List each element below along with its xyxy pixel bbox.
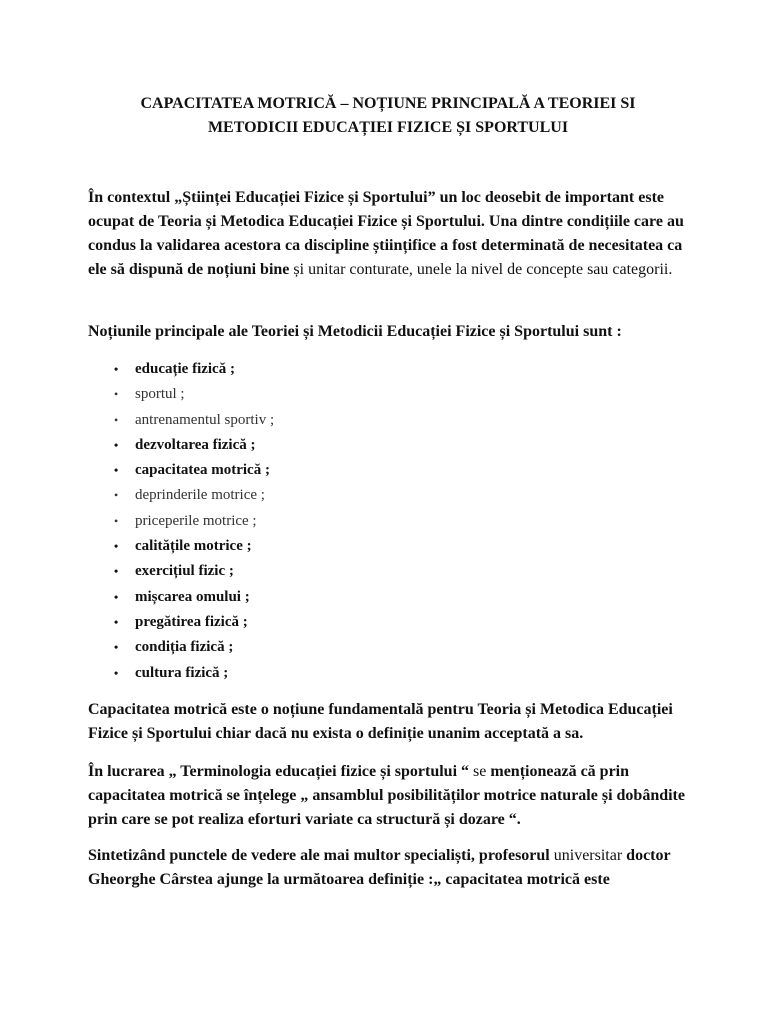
terminology-text-5: se înțelege „ ansamblul posibilităților motrice naturale și dobândite prin care se pot realiza eforturi variate ca structură și dozare “. [88,787,685,828]
list-item [88,661,274,686]
list-item-text: capacitatea motrică ; [135,462,270,479]
list-item-text: exercițiul fizic ; [135,563,234,580]
intro-bold-text: În contextul „Științei Educației Fizice și Sportului” un loc deosebit de important este ocupat de Teoria și Metodica Educației Fizice și Sportului. Una dintre condițiile care au condus la validarea acestora ca discipline științifice a fost determinată de necesitatea ca ele să dispună de noțiuni bine [88,189,684,278]
terminology-text-1: În lucrarea „ Terminologia educației fizice și sportului “ [88,763,474,780]
carstea-text-2: universitar [553,847,623,864]
list-item [88,382,274,407]
list-item-text: deprinderile motrice ; [135,487,265,504]
list-item-text: dezvoltarea fizică ; [135,436,256,453]
list-item [88,559,274,584]
list-item-text: educație fizică ; [135,361,235,377]
terminology-key-term: capacitatea motrică [88,787,223,804]
list-item-text: priceperile motrice ; [135,512,257,529]
bullet-icon: • [114,488,119,503]
bullet-icon: • [114,640,119,655]
paragraph-terminology [88,760,688,832]
list-item [88,610,274,635]
bullet-icon: • [114,362,119,376]
terminology-text-3: menționează că prin [490,763,630,780]
list-item-text: mișcarea omului ; [135,588,250,605]
notions-list [88,357,274,686]
carstea-text-3: doctor Gheorghe Cârstea ajunge la următoarea definiție :„ capacitatea motrică este [88,847,671,888]
title-line-2: METODICII EDUCAȚIEI FIZICE ȘI SPORTULUI [207,119,569,136]
list-item [88,433,274,458]
bullet-icon: • [114,589,119,604]
title-line-1: CAPACITATEA MOTRICĂ – NOȚIUNE PRINCIPALĂ A TEORIEI SI [140,95,636,112]
list-item [88,635,274,660]
list-item-text: calitățile motrice ; [135,538,252,555]
list-item-text: sportul ; [135,386,185,403]
bullet-icon: • [114,513,119,528]
terminology-text-2: se [473,763,491,780]
bullet-icon: • [114,387,119,402]
list-item [88,458,274,483]
list-item [88,585,274,610]
list-item [88,483,274,508]
list-item [88,357,274,382]
list-item-text: antrenamentul sportiv ; [135,411,275,428]
bullet-icon: • [114,412,119,427]
bullet-icon: • [114,564,119,579]
carstea-text-1: Sintetizând punctele de vedere ale mai multor specialiști, profesorul [88,847,554,864]
list-item [88,534,274,559]
paragraph-definition-intro: Capacitatea motrică este o noțiune fundamentală pentru Teoria și Metodica Educației Fizice și Sportului chiar dacă nu exista o definiție unanim acceptată a sa. [88,701,673,742]
list-heading: Noțiunile principale ale Teoriei și Metodicii Educației Fizice și Sportului sunt : [88,323,622,340]
bullet-icon: • [114,463,119,478]
list-item [88,408,274,433]
document-title [80,92,696,140]
bullet-icon: • [114,665,119,680]
bullet-icon: • [114,614,119,629]
list-item-text: cultura fizică ; [135,664,229,681]
bullet-icon: • [114,539,119,554]
list-item-text: pregătirea fizică ; [135,613,248,630]
list-item-text: condiția fizică ; [135,639,234,656]
paragraph-carstea [88,844,688,892]
list-item [88,509,274,534]
intro-paragraph [88,186,688,282]
bullet-icon: • [114,437,119,452]
intro-normal-text: și unitar conturate, unele la nivel de concepte sau categorii. [293,261,673,278]
